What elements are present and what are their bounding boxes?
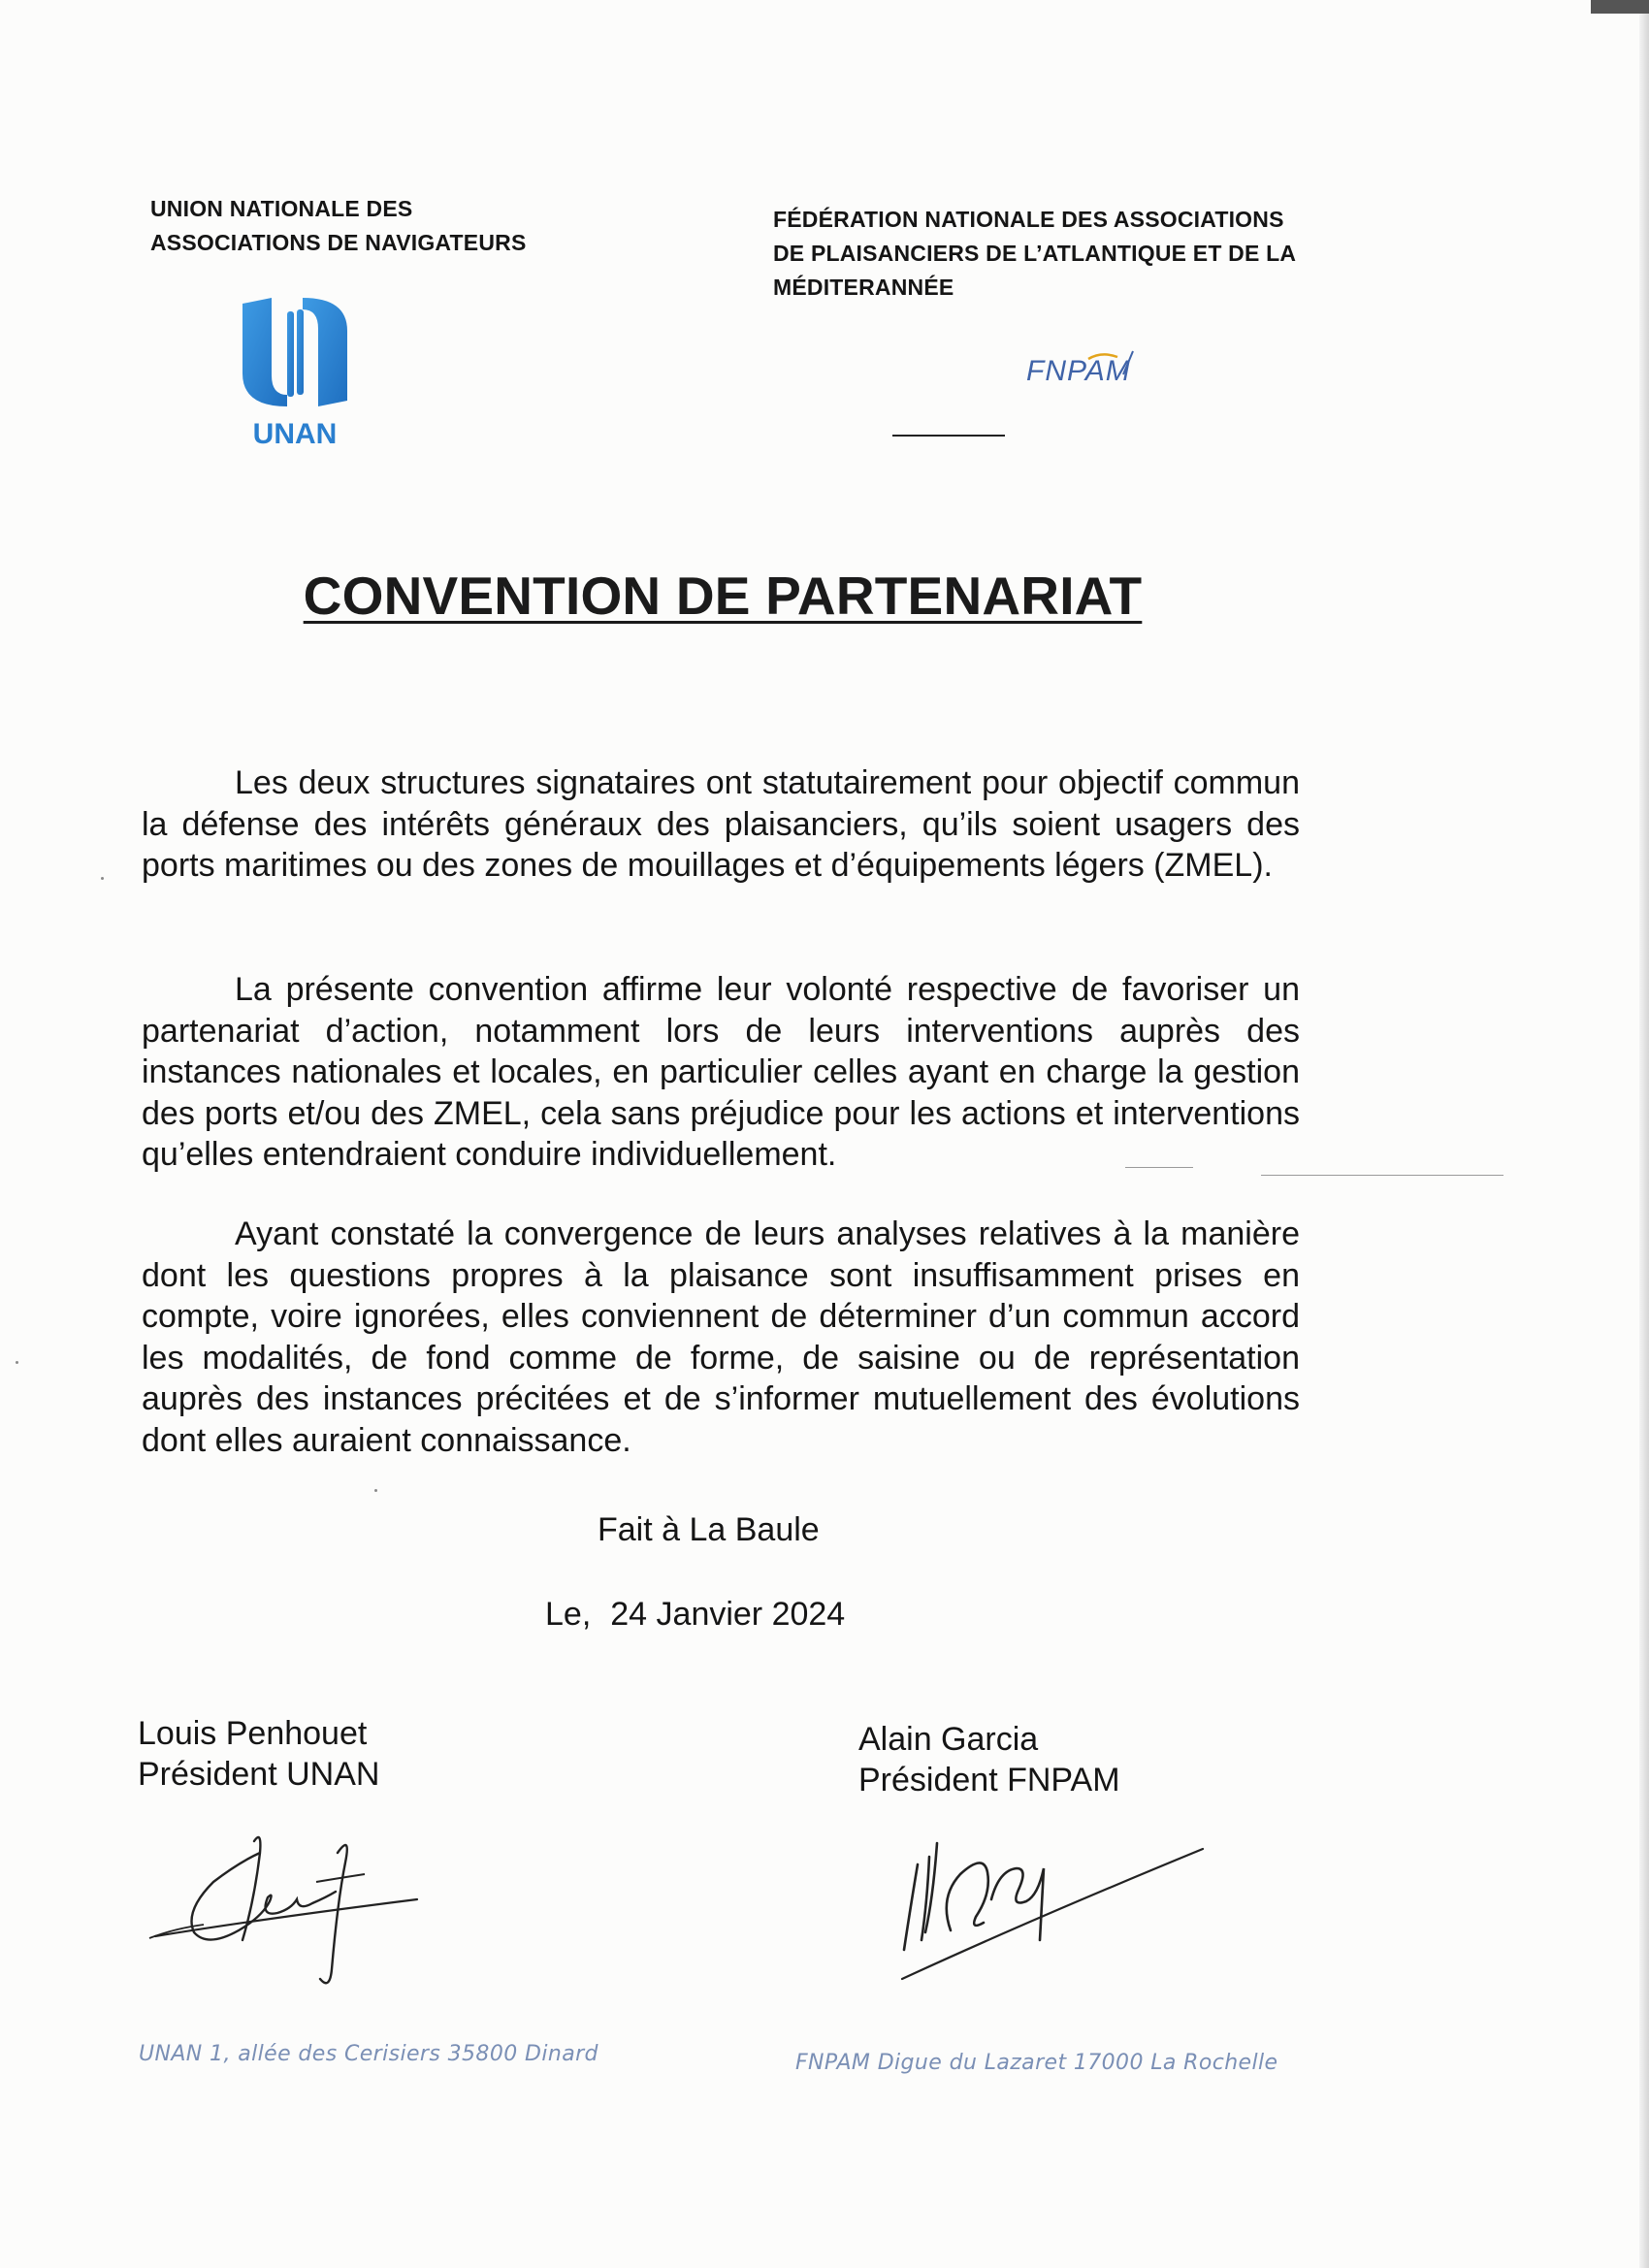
right-signatory	[858, 1719, 1120, 1800]
left-signatory-role: Président UNAN	[138, 1756, 380, 1793]
left-organization-name	[150, 192, 526, 260]
scan-speck	[101, 877, 104, 880]
unan-logo-text: UNAN	[252, 418, 338, 450]
left-signature	[146, 1824, 427, 1998]
scan-edge	[1639, 0, 1649, 2268]
right-org-line: FÉDÉRATION NATIONALE DES ASSOCIATIONS	[773, 207, 1284, 232]
left-org-line: ASSOCIATIONS DE NAVIGATEURS	[150, 230, 527, 255]
left-org-line: UNION NATIONALE DES	[150, 196, 413, 221]
right-organization-name	[773, 203, 1296, 305]
scan-speck	[374, 1489, 377, 1492]
right-organization-address: FNPAM Digue du Lazaret 17000 La Rochelle	[795, 2051, 1278, 2075]
fnpam-logo-text: FNPAM	[1026, 355, 1131, 387]
paragraph-objectives: Les deux structures signataires ont statutairement pour objectif commun la défense des intérêts généraux des plaisanciers, qu’ils soient usagers des ports maritimes ou des zones de mouillages et d’équipements légers (ZMEL).	[142, 764, 1300, 884]
right-signatory-name: Alain Garcia	[858, 1721, 1039, 1758]
document-title: CONVENTION DE PARTENARIAT	[303, 566, 1143, 626]
place-of-signing: Fait à La Baule	[598, 1511, 820, 1548]
fnpam-logo	[1024, 336, 1170, 394]
date-value: 24 Janvier 2024	[610, 1596, 846, 1633]
scan-line-artifact	[1261, 1175, 1504, 1176]
scan-line-artifact	[1125, 1167, 1193, 1168]
left-signatory-name: Louis Penhouet	[138, 1715, 368, 1752]
right-signature	[883, 1804, 1212, 1989]
header-divider	[892, 435, 1005, 437]
signing-date	[545, 1594, 845, 1635]
scan-corner-mark	[1591, 0, 1649, 14]
right-org-line: DE PLAISANCIERS DE L’ATLANTIQUE ET DE LA	[773, 241, 1297, 266]
left-signatory	[138, 1713, 379, 1795]
left-organization-address: UNAN 1, allée des Cerisiers 35800 Dinard	[139, 2042, 598, 2066]
right-signatory-role: Président FNPAM	[858, 1762, 1120, 1798]
paragraph-convergence: Ayant constaté la convergence de leurs analyses relatives à la manière dont les questions propres à la plaisance sont insuffisamment prises en compte, voire ignorées, elles conviennent de déterminer d’un commun accord les modalités, de fond comme de forme, de saisine ou de représentation auprès des instances précitées et de s’informer mutuellement des évolutions dont elles auraient connaissance.	[142, 1215, 1300, 1459]
right-org-line: MÉDITERANNÉE	[773, 275, 954, 300]
paragraph-partnership: La présente convention affirme leur volonté respective de favoriser un partenariat d’action, notamment lors de leurs interventions auprès des instances nationales et locales, en particulier celles ayant en charge la gestion des ports et/ou des ZMEL, cela sans préjudice pour les actions et interventions qu’elles entendraient conduire individuellement.	[142, 971, 1300, 1173]
scan-speck	[16, 1361, 18, 1364]
unan-logo	[239, 298, 351, 453]
date-prefix: Le,	[545, 1596, 592, 1633]
